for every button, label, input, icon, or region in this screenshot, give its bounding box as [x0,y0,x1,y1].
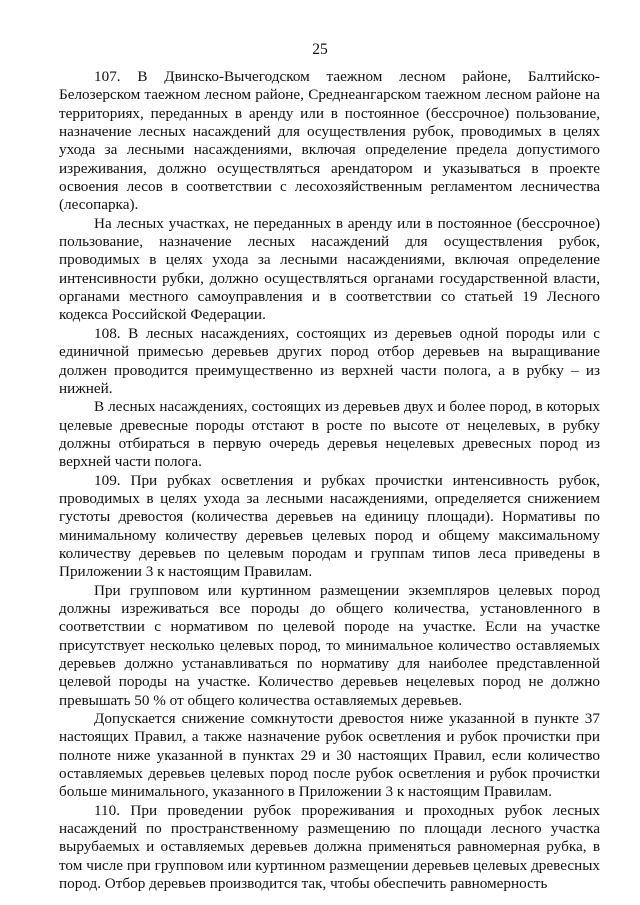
paragraph-108: 108. В лесных насаждениях, состоящих из деревьев одной породы или с единичной примесью деревьев других пород отбор деревьев на выращивание должен проводится преимущественно из верхней части полога, а в рубку – из нижней. [59,324,600,397]
page-number: 25 [312,41,328,58]
paragraph-110: 110. При проведении рубок прореживания и проходных рубок лесных насаждений по пространственному размещению по площади лесного участка вырубаемых и оставляемых деревьев должна применяться равномерная рубка, в том числе при групповом или куртинном размещении деревьев целевых древесных пород. Отбор деревьев производится так, чтобы обеспечить равномерность [59,801,600,893]
document-body [59,68,600,893]
paragraph-group-placement: При групповом или куртинном размещении экземпляров целевых пород должны изреживаться все породы до общего количества, установленного в соответствии с нормативом по целевой породе на участке. Если на участке присутствует несколько целевых пород, то минимальное количество оставляемых деревьев должно устанавливаться по нормативу для наиболее представленной целевой породы на участке. Количество деревьев нецелевых пород не должно превышать 50 % от общего количества оставляемых деревьев. [59,581,600,709]
paragraph-unleased-plots: На лесных участках, не переданных в аренду или в постоянное (бессрочное) пользование, назначение лесных насаждений для осуществления рубок, проводимых в целях ухода за лесными насаждениями, включая определение интенсивности рубки, должно осуществляться органами государственной власти, органами местного самоуправления и в соответствии со статьей 19 Лесного кодекса Российской Федерации. [59,214,600,324]
paragraph-109: 109. При рубках осветления и рубках прочистки интенсивность рубок, проводимых в целях ухода за лесными насаждениями, определяется снижением густоты древостоя (количества деревьев на единицу площади). Нормативы по минимальному количеству деревьев целевых пород и общему максимальному количеству деревьев по целевым породам и группам типов леса приведены в Приложении 3 к настоящим Правилам. [59,471,600,581]
paragraph-mixed-stands: В лесных насаждениях, состоящих из деревьев двух и более пород, в которых целевые древесные породы отстают в росте по высоте от нецелевых, в рубку должны отбираться в первую очередь деревья нецелевых древесных пород из верхней части полога. [59,398,600,471]
paragraph-107: 107. В Двинско-Вычегодском таежном лесном районе, Балтийско-Белозерском таежном лесном районе, Среднеангарском таежном лесном районе на территориях, переданных в аренду или в постоянное (бессрочное) пользование, назначение лесных насаждений для осуществления рубок, проводимых в целях ухода за лесными насаждениями, включая определение предела допустимого изреживания, должно осуществляться арендатором и указываться в проекте освоения лесов в соответствии с лесохозяйственным регламентом лесничества (лесопарка). [59,68,600,214]
paragraph-density-reduction: Допускается снижение сомкнутости древостоя ниже указанной в пункте 37 настоящих Правил, а также назначение рубок осветления и рубок прочистки при полноте ниже указанной в пунктах 29 и 30 настоящих Правил, если количество оставляемых деревьев целевых пород после рубок осветления и рубок прочистки больше минимального, указанного в Приложении 3 к настоящим Правилам. [59,710,600,801]
